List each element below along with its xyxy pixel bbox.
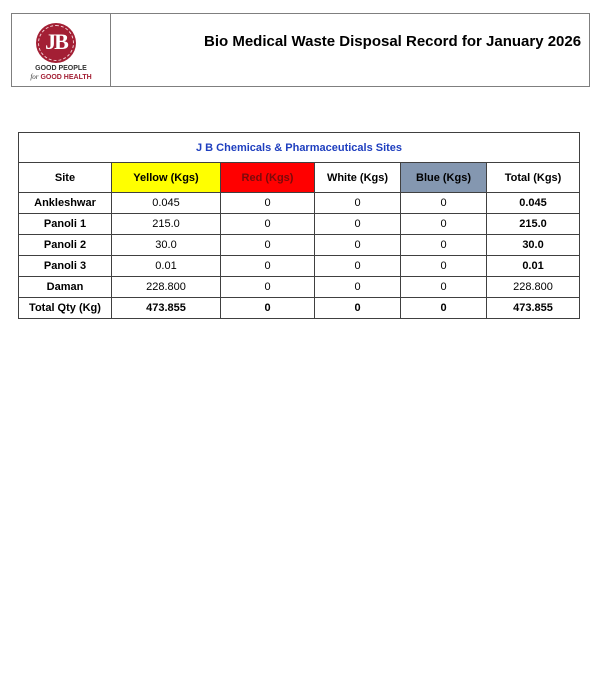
table-title: J B Chemicals & Pharmaceuticals Sites: [19, 133, 580, 163]
cell-red: 0: [221, 193, 315, 214]
waste-disposal-table: [18, 132, 580, 319]
cell-white: 0: [315, 214, 401, 235]
cell-white: 0: [315, 256, 401, 277]
total-white: 0: [315, 298, 401, 319]
cell-total: 0.01: [487, 256, 580, 277]
header-red: Red (Kgs): [221, 163, 315, 193]
table-row: [19, 256, 580, 277]
jb-logo-emblem: [36, 23, 76, 63]
cell-total: 30.0: [487, 235, 580, 256]
header-white: White (Kgs): [315, 163, 401, 193]
cell-red: 0: [221, 214, 315, 235]
logo-tagline-health: GOOD HEALTH: [40, 74, 92, 81]
cell-site: Panoli 1: [19, 214, 112, 235]
total-grand: 473.855: [487, 298, 580, 319]
logo: [12, 14, 111, 86]
totals-label: Total Qty (Kg): [19, 298, 112, 319]
table-row: [19, 277, 580, 298]
cell-blue: 0: [401, 214, 487, 235]
cell-blue: 0: [401, 277, 487, 298]
cell-blue: 0: [401, 256, 487, 277]
cell-red: 0: [221, 277, 315, 298]
cell-site: Panoli 2: [19, 235, 112, 256]
cell-yellow: 0.01: [112, 256, 221, 277]
cell-total: 228.800: [487, 277, 580, 298]
cell-white: 0: [315, 235, 401, 256]
total-yellow: 473.855: [112, 298, 221, 319]
total-blue: 0: [401, 298, 487, 319]
cell-white: 0: [315, 193, 401, 214]
document-header: [11, 13, 590, 87]
cell-total: 215.0: [487, 214, 580, 235]
cell-white: 0: [315, 277, 401, 298]
cell-site: Daman: [19, 277, 112, 298]
table-header-row: [19, 163, 580, 193]
logo-tagline-line1: GOOD PEOPLE: [35, 65, 87, 72]
cell-yellow: 215.0: [112, 214, 221, 235]
cell-red: 0: [221, 235, 315, 256]
logo-tagline-for: for: [30, 73, 39, 81]
header-blue: Blue (Kgs): [401, 163, 487, 193]
logo-tagline-line2: [12, 73, 110, 82]
table-row: [19, 214, 580, 235]
cell-red: 0: [221, 256, 315, 277]
cell-total: 0.045: [487, 193, 580, 214]
document-title: Bio Medical Waste Disposal Record for January 2026: [204, 33, 582, 50]
header-total: Total (Kgs): [487, 163, 580, 193]
total-red: 0: [221, 298, 315, 319]
cell-site: Panoli 3: [19, 256, 112, 277]
header-yellow: Yellow (Kgs): [112, 163, 221, 193]
table-row: [19, 193, 580, 214]
table-title-row: [19, 133, 580, 163]
header-site: Site: [19, 163, 112, 193]
totals-row: [19, 298, 580, 319]
cell-yellow: 228.800: [112, 277, 221, 298]
cell-yellow: 30.0: [112, 235, 221, 256]
cell-blue: 0: [401, 235, 487, 256]
title-cell: [111, 14, 589, 86]
cell-blue: 0: [401, 193, 487, 214]
cell-yellow: 0.045: [112, 193, 221, 214]
logo-monogram: JB: [45, 29, 67, 54]
cell-site: Ankleshwar: [19, 193, 112, 214]
table-row: [19, 235, 580, 256]
